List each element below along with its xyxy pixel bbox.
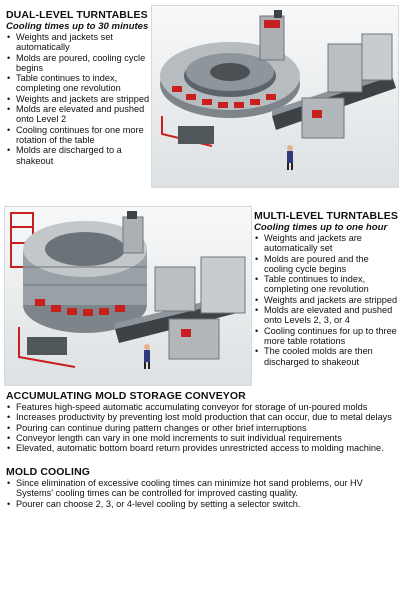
multi-level-turntable-drawing (5, 207, 251, 385)
accumulating-conveyor-title: ACCUMULATING MOLD STORAGE CONVEYOR (6, 390, 246, 402)
list-item: • Weights and jackets are stripped (6, 94, 151, 104)
dual-level-bullets (6, 32, 151, 166)
list-item: • Molds are poured and the cooling cycle begins (254, 254, 398, 275)
list-item: • Molds are poured, cooling cycle begins (6, 53, 151, 74)
list-item: • Molds are elevated and pushed onto Levels 2, 3, or 4 (254, 305, 398, 326)
list-item: • Weights and jackets are automatically set (254, 233, 398, 254)
multi-level-title: MULTI-LEVEL TURNTABLES (254, 210, 398, 222)
list-item: • Molds are discharged to a shakeout (6, 145, 151, 166)
accumulating-conveyor-bullets (6, 402, 396, 453)
list-item: • Features high-speed automatic accumulating conveyor for storage of un-poured molds (6, 402, 396, 412)
mold-cooling-bullets (6, 478, 396, 509)
dual-level-subtitle: Cooling times up to 30 minutes (6, 21, 149, 32)
list-item: • Weights and jackets are stripped (254, 295, 398, 305)
list-item: • Increases productivity by preventing lost mold production that can occur, due to metal delays (6, 412, 396, 422)
multi-level-section (254, 210, 398, 367)
dual-level-turntable-drawing (152, 6, 398, 187)
accumulating-conveyor-section (6, 390, 396, 453)
dual-level-turntable-illustration (151, 5, 399, 188)
list-item: • Elevated, automatic bottom board return provides unrestricted access to molding machine. (6, 443, 396, 453)
multi-level-subtitle: Cooling times up to one hour (254, 222, 388, 233)
list-item: • Molds are elevated and pushed onto Level 2 (6, 104, 151, 125)
list-item: • Since elimination of excessive cooling times can minimize hot sand problems, our HV Systems' cooling times can be controlled for improved casting quality. (6, 478, 396, 499)
list-item: • Cooling continues for up to three more table rotations (254, 326, 398, 347)
list-item: • Table continues to index, completing one revolution (254, 274, 398, 295)
list-item: • Pourer can choose 2, 3, or 4-level cooling by setting a selector switch. (6, 499, 396, 509)
list-item: • Table continues to index, completing one revolution (6, 73, 151, 94)
mold-cooling-section (6, 466, 396, 509)
list-item: • Conveyor length can vary in one mold increments to suit individual requirements (6, 433, 396, 443)
mold-cooling-title: MOLD COOLING (6, 466, 91, 478)
dual-level-title: DUAL-LEVEL TURNTABLES (6, 9, 148, 21)
list-item: • The cooled molds are then discharged to shakeout (254, 346, 398, 367)
multi-level-bullets (254, 233, 398, 367)
list-item: • Cooling continues for one more rotation of the table (6, 125, 151, 146)
multi-level-turntable-illustration (4, 206, 252, 386)
dual-level-section (6, 9, 151, 166)
list-item: • Pouring can continue during pattern changes or other brief interruptions (6, 423, 396, 433)
list-item: • Weights and jackets set automatically (6, 32, 151, 53)
